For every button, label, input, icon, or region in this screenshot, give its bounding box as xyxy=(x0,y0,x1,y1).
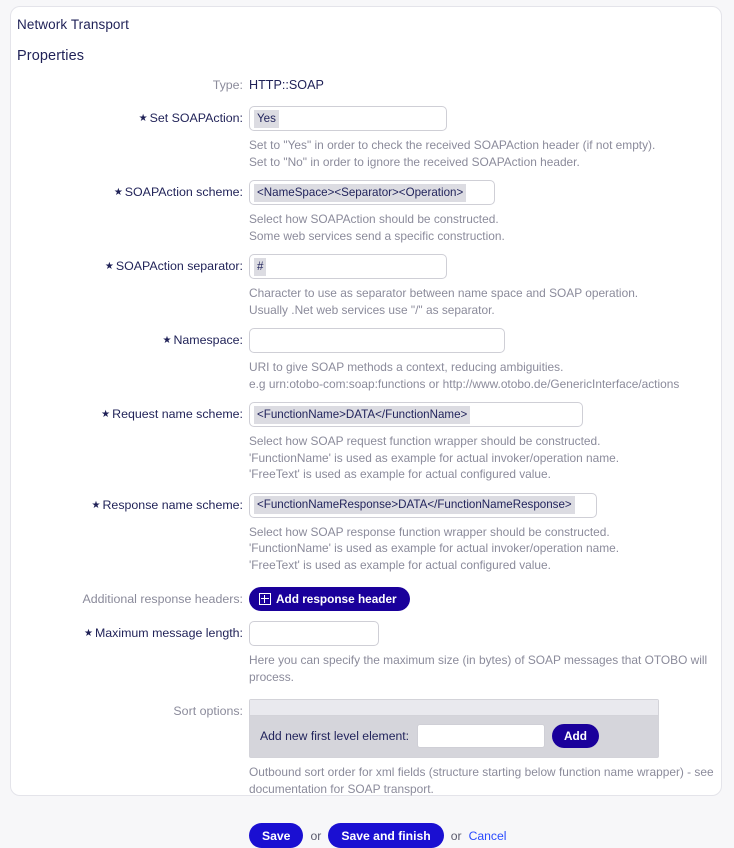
row-additional-response-headers xyxy=(11,587,721,611)
label-soapaction-separator xyxy=(11,254,243,273)
row-sort-options xyxy=(11,699,721,797)
label-response-name-scheme xyxy=(11,493,243,512)
cancel-link[interactable]: Cancel xyxy=(468,828,507,843)
help-request-name-scheme-line1: Select how SOAP request function wrapper should be constructed. xyxy=(249,434,601,448)
label-additional-response-headers: Additional response headers: xyxy=(82,592,243,606)
page-title: Properties xyxy=(17,48,85,64)
required-star-icon: ★ xyxy=(104,261,114,272)
sort-options-panel-header xyxy=(250,700,658,716)
help-request-name-scheme-line2: 'FunctionName' is used as example for actual invoker/operation name. xyxy=(249,450,620,465)
help-namespace-line1: URI to give SOAP methods a context, reducing ambiguities. xyxy=(249,360,564,374)
help-soapaction-separator-line1: Character to use as separator between name space and SOAP operation. xyxy=(249,286,639,300)
help-response-name-scheme xyxy=(249,524,717,574)
field-request-name-scheme xyxy=(243,402,721,483)
widget-title: Network Transport xyxy=(17,17,129,32)
help-response-name-scheme-line1: Select how SOAP response function wrapper should be constructed. xyxy=(249,524,610,539)
sort-options-panel-body xyxy=(250,716,658,757)
help-soapaction-separator-line2: Usually .Net web services use "/" as separator. xyxy=(249,302,495,317)
footer-actions xyxy=(243,823,721,848)
help-namespace-line2: e.g urn:otobo-com:soap:functions or http://www.otobo.de/GenericInterface/actions xyxy=(249,376,680,391)
sort-options-panel xyxy=(249,699,659,758)
required-star-icon: ★ xyxy=(91,499,101,511)
add-first-level-element-label: Add new first level element: xyxy=(260,729,410,743)
field-sort-options xyxy=(243,699,721,797)
label-set-soapaction-text: Set SOAPAction: xyxy=(149,111,243,125)
help-set-soapaction xyxy=(249,137,719,170)
row-soapaction-separator xyxy=(11,254,721,318)
help-maximum-message-length xyxy=(249,652,717,685)
request-name-scheme-selected-option: <FunctionName>DATA</FunctionName> xyxy=(254,406,470,424)
label-soapaction-separator-text: SOAPAction separator: xyxy=(115,259,243,273)
help-soapaction-scheme xyxy=(249,211,719,244)
soapaction-separator-selected-option: # xyxy=(254,258,266,276)
field-soapaction-scheme xyxy=(243,180,721,244)
field-set-soapaction xyxy=(243,106,721,170)
set-soapaction-selected-option: Yes xyxy=(254,110,279,128)
or-separator-2: or xyxy=(450,828,462,843)
row-type xyxy=(11,73,721,92)
help-response-name-scheme-line2: 'FunctionName' is used as example for actual invoker/operation name. xyxy=(249,541,620,555)
row-request-name-scheme xyxy=(11,402,721,483)
field-type xyxy=(243,73,721,92)
label-namespace xyxy=(11,328,243,347)
field-response-name-scheme xyxy=(243,493,721,574)
properties-form xyxy=(11,73,721,848)
label-type: Type: xyxy=(212,78,243,92)
or-separator-1: or xyxy=(310,828,322,843)
label-maximum-message-length xyxy=(11,621,243,640)
row-soapaction-scheme xyxy=(11,180,721,244)
row-footer-actions xyxy=(11,823,721,848)
request-name-scheme-select[interactable] xyxy=(249,402,583,427)
help-sort-options xyxy=(249,764,717,797)
network-transport-card xyxy=(10,6,722,843)
soapaction-scheme-select[interactable] xyxy=(249,180,495,205)
help-set-soapaction-line2: Set to "No" in order to ignore the received SOAPAction header. xyxy=(249,154,580,169)
label-soapaction-scheme xyxy=(11,180,243,199)
set-soapaction-select[interactable] xyxy=(249,106,447,131)
help-soapaction-scheme-line2: Some web services send a specific construction. xyxy=(249,228,505,243)
help-soapaction-separator xyxy=(249,285,719,318)
label-maximum-message-length-text: Maximum message length: xyxy=(94,626,243,640)
row-response-name-scheme xyxy=(11,493,721,574)
save-button[interactable]: Save xyxy=(249,823,303,848)
label-request-name-scheme xyxy=(11,402,243,421)
help-sort-options-line1: Outbound sort order for xml fields (structure starting below function name wrapper) - see documentation for SOAP transport. xyxy=(249,765,714,796)
help-set-soapaction-line1: Set to "Yes" in order to check the received SOAPAction header (if not empty). xyxy=(249,138,656,152)
add-response-header-label: Add response header xyxy=(276,592,397,606)
add-response-header-button[interactable] xyxy=(249,587,410,611)
row-namespace xyxy=(11,328,721,392)
field-additional-response-headers xyxy=(243,587,721,611)
field-namespace xyxy=(243,328,721,392)
required-star-icon: ★ xyxy=(101,409,111,420)
label-namespace-text: Namespace: xyxy=(173,333,243,347)
required-star-icon: ★ xyxy=(83,628,93,639)
label-set-soapaction xyxy=(11,106,243,125)
soapaction-separator-select[interactable] xyxy=(249,254,447,279)
field-soapaction-separator xyxy=(243,254,721,318)
required-star-icon: ★ xyxy=(162,335,172,346)
row-set-soapaction xyxy=(11,106,721,170)
help-maximum-message-length-line1: Here you can specify the maximum size (in bytes) of SOAP messages that OTOBO will process. xyxy=(249,653,708,684)
add-element-button[interactable]: Add xyxy=(552,724,599,748)
help-response-name-scheme-line3: 'FreeText' is used as example for actual configured value. xyxy=(249,557,551,572)
row-maximum-message-length xyxy=(11,621,721,685)
help-request-name-scheme-line3: 'FreeText' is used as example for actual configured value. xyxy=(249,467,551,481)
add-first-level-element-input[interactable] xyxy=(417,724,545,748)
label-sort-options: Sort options: xyxy=(173,704,243,718)
save-and-finish-button[interactable]: Save and finish xyxy=(328,823,443,848)
help-namespace xyxy=(249,359,717,392)
required-star-icon: ★ xyxy=(113,187,123,198)
help-request-name-scheme xyxy=(249,433,717,483)
label-response-name-scheme-text: Response name scheme: xyxy=(102,497,243,512)
soapaction-scheme-selected-option: <NameSpace><Separator><Operation> xyxy=(254,184,466,202)
label-request-name-scheme-text: Request name scheme: xyxy=(112,407,243,421)
type-value: HTTP::SOAP xyxy=(249,78,324,92)
response-name-scheme-selected-option: <FunctionNameResponse>DATA</FunctionNameResponse> xyxy=(254,496,575,514)
plus-square-icon xyxy=(259,593,271,605)
field-maximum-message-length xyxy=(243,621,721,685)
maximum-message-length-input[interactable] xyxy=(249,621,379,646)
help-soapaction-scheme-line1: Select how SOAPAction should be constructed. xyxy=(249,212,499,226)
namespace-input[interactable] xyxy=(249,328,505,353)
label-soapaction-scheme-text: SOAPAction scheme: xyxy=(124,185,243,199)
response-name-scheme-select[interactable] xyxy=(249,493,597,518)
required-star-icon: ★ xyxy=(138,113,148,124)
footer-spacer xyxy=(11,823,243,828)
